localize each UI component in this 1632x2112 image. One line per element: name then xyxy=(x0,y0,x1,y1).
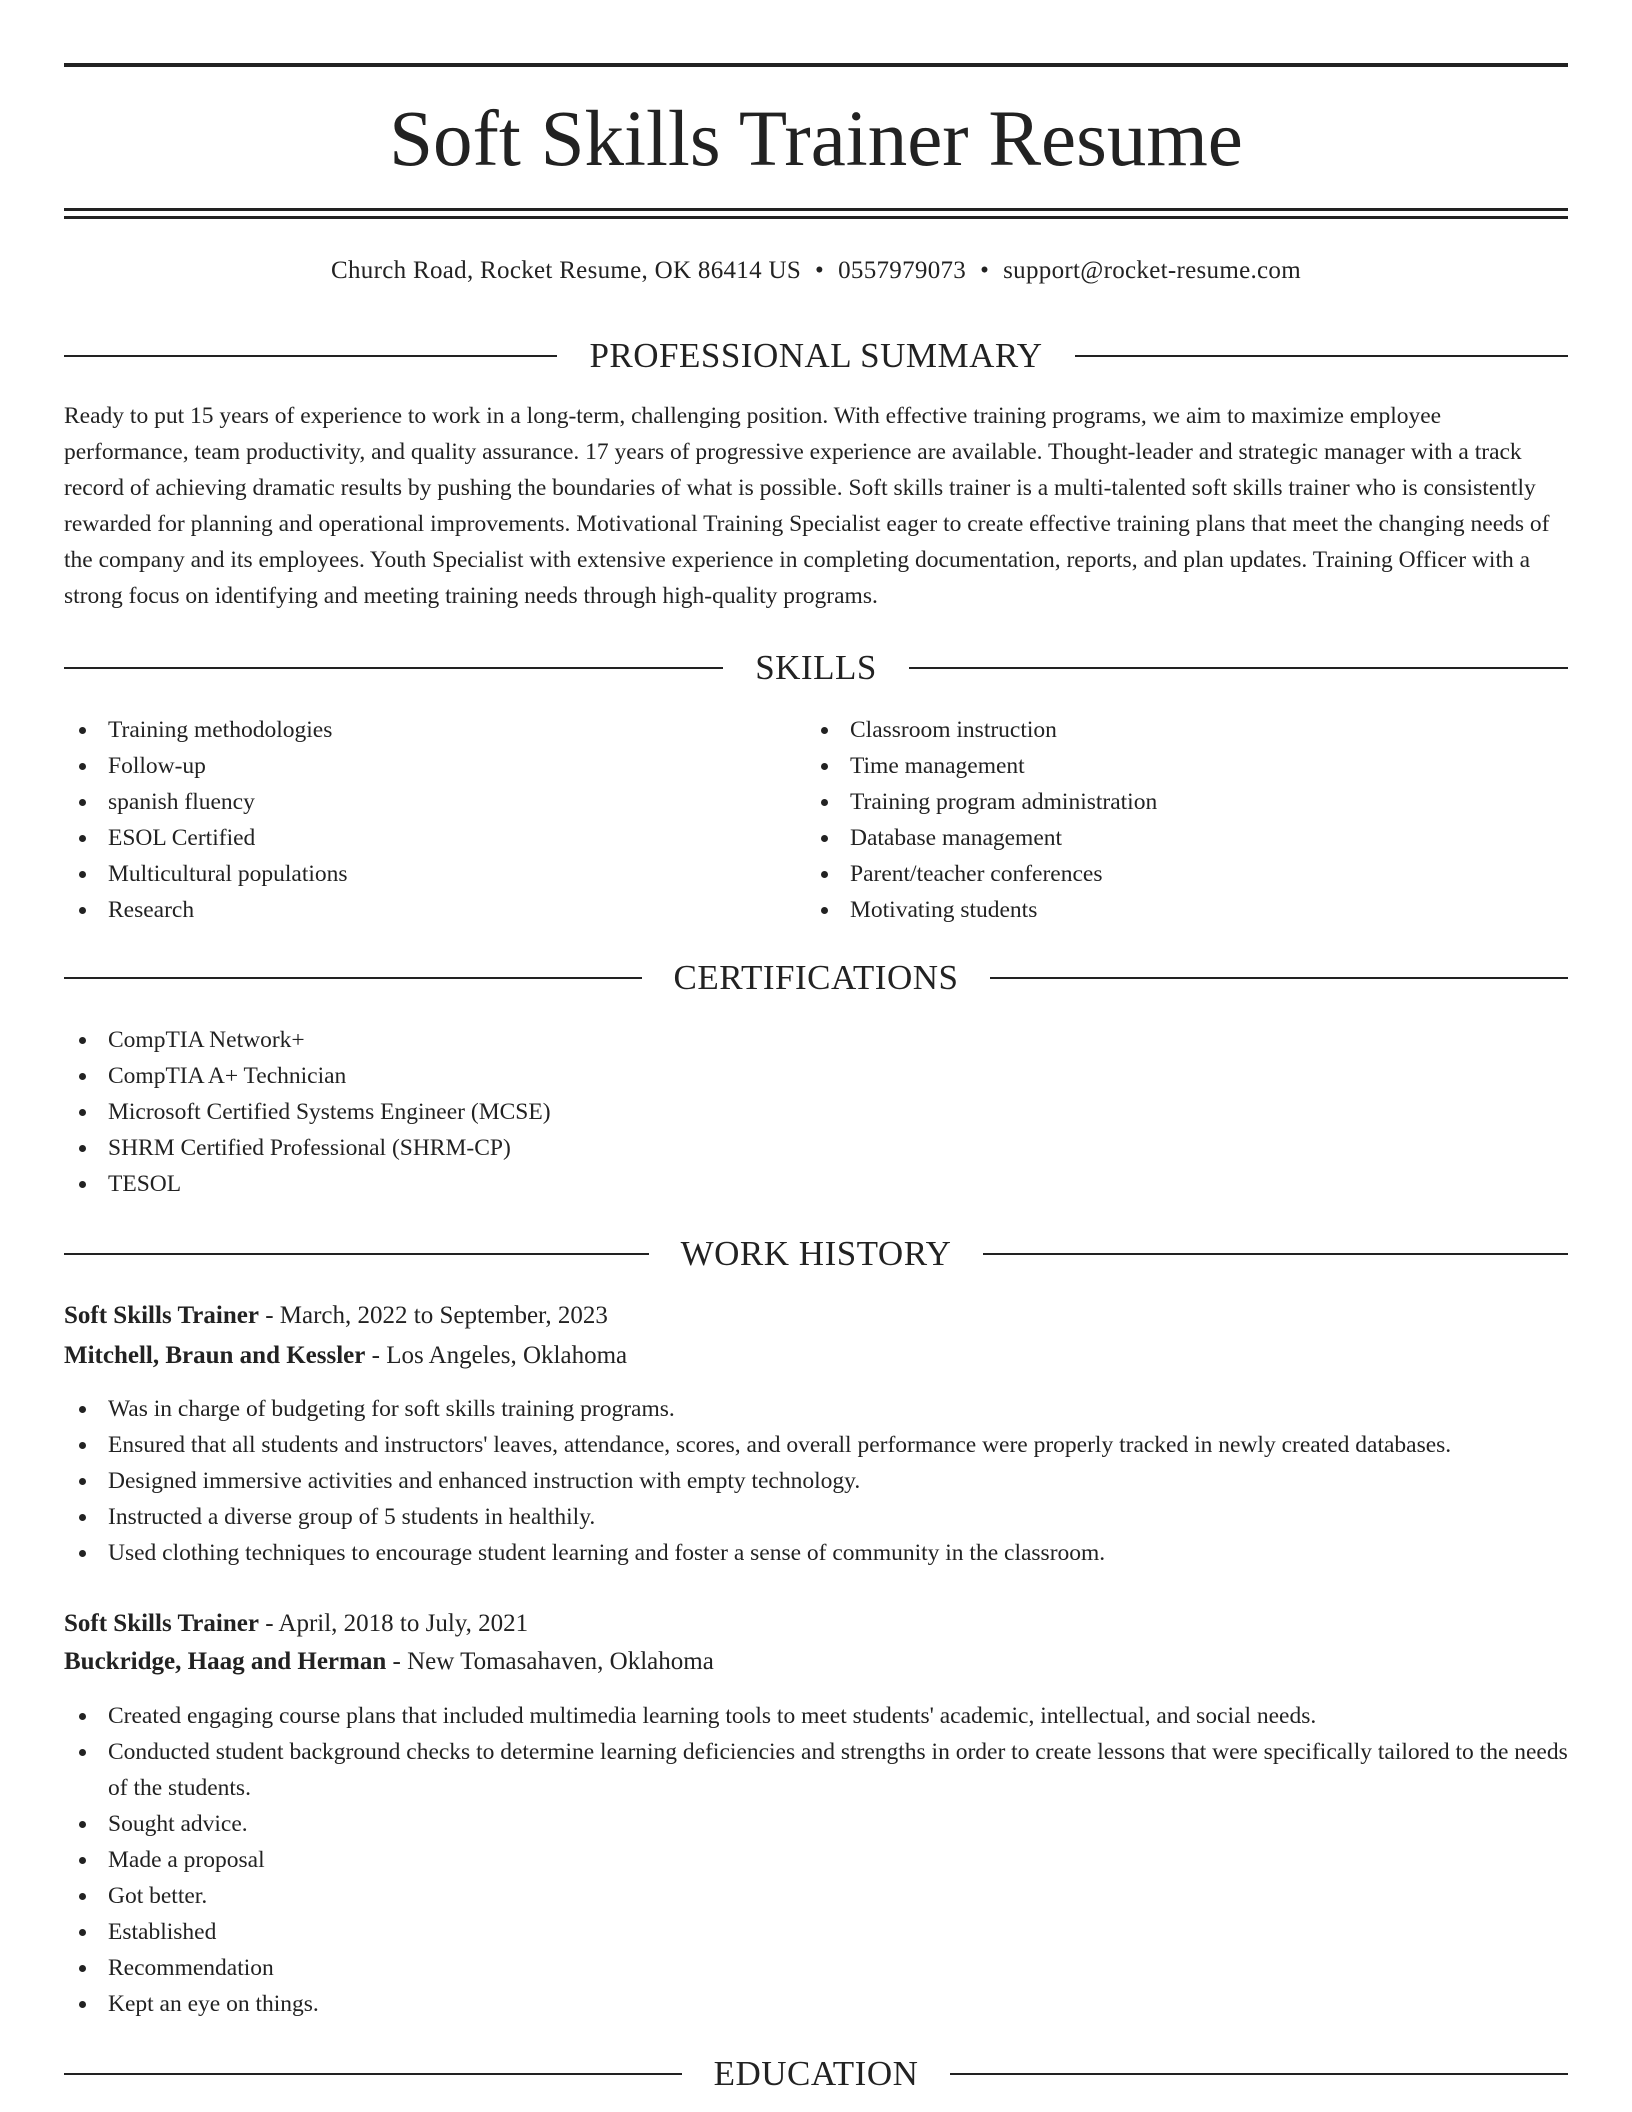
duty-item: Used clothing techniques to encourage student learning and foster a sense of community in the classroom. xyxy=(64,1535,1568,1571)
skill-item: Training program administration xyxy=(806,784,1506,820)
duty-item: Was in charge of budgeting for soft skills training programs. xyxy=(64,1391,1568,1427)
heading-rule xyxy=(990,977,1568,979)
duty-item: Recommendation xyxy=(64,1950,1568,1986)
job-title: Soft Skills Trainer xyxy=(64,1610,259,1637)
duty-item: Created engaging course plans that included multimedia learning tools to meet students' academic, intellectual, and social needs. xyxy=(64,1698,1568,1734)
job-title-line xyxy=(64,1606,1568,1642)
job-dates: - March, 2022 to September, 2023 xyxy=(258,1302,608,1329)
duty-item: Got better. xyxy=(64,1878,1568,1914)
skill-item: Database management xyxy=(806,820,1506,856)
job-duties-list xyxy=(64,1698,1568,2022)
section-heading-work-history xyxy=(64,1232,1568,1276)
duty-item: Conducted student background checks to determine learning deficiencies and strengths in order to create lessons that were specifically tailored to the needs of the students. xyxy=(64,1734,1568,1806)
job-company-line xyxy=(64,1644,1568,1680)
skill-item: ESOL Certified xyxy=(64,820,764,856)
section-title: SKILLS xyxy=(755,648,877,687)
certification-item: SHRM Certified Professional (SHRM-CP) xyxy=(64,1130,1568,1166)
duty-item: Sought advice. xyxy=(64,1806,1568,1842)
skill-item: Training methodologies xyxy=(64,712,764,748)
heading-rule xyxy=(983,1253,1568,1255)
heading-rule xyxy=(64,355,557,357)
certification-item: CompTIA Network+ xyxy=(64,1022,1568,1058)
job-dates: - April, 2018 to July, 2021 xyxy=(258,1610,529,1637)
job-title-line xyxy=(64,1298,1568,1334)
resume-title: Soft Skills Trainer Resume xyxy=(389,96,1243,183)
duty-item: Kept an eye on things. xyxy=(64,1986,1568,2022)
duty-item: Instructed a diverse group of 5 students in healthily. xyxy=(64,1499,1568,1535)
contact-line xyxy=(64,254,1568,288)
section-title: EDUCATION xyxy=(713,2054,919,2093)
job-company: Buckridge, Haag and Herman xyxy=(64,1648,387,1675)
contact-separator: • xyxy=(815,257,825,284)
heading-rule xyxy=(64,667,723,669)
section-title: WORK HISTORY xyxy=(680,1234,952,1273)
summary-text: Ready to put 15 years of experience to work in a long-term, challenging position. With effective training programs, we aim to maximize employee performance, team productivity, and quality assurance. 17 years of progressive experience are available. Thought-leader and strategic manager with a track record of achieving dramatic results by pushing the boundaries of what is possible. Soft skills trainer is a multi-talented soft skills trainer who is consistently rewarded for planning and operational improvements. Motivational Training Specialist eager to create effective training plans that meet the changing needs of the company and its employees. Youth Specialist with extensive experience in completing documentation, reports, and plan updates. Training Officer with a strong focus on identifying and meeting training needs through high-quality programs. xyxy=(64,403,1550,609)
contact-separator: • xyxy=(980,257,990,284)
heading-rule xyxy=(909,667,1568,669)
skills-list-right xyxy=(806,712,1506,928)
contact-phone: 0557979073 xyxy=(838,257,967,284)
heading-rule xyxy=(64,1253,649,1255)
section-title: PROFESSIONAL SUMMARY xyxy=(589,336,1043,375)
job-company: Mitchell, Braun and Kessler xyxy=(64,1342,366,1369)
skill-item: Multicultural populations xyxy=(64,856,764,892)
duty-item: Ensured that all students and instructors' leaves, attendance, scores, and overall performance were properly tracked in newly created databases. xyxy=(64,1427,1568,1463)
section-heading-education xyxy=(64,2052,1568,2096)
skill-item: Motivating students xyxy=(806,892,1506,928)
certification-item: Microsoft Certified Systems Engineer (MCSE) xyxy=(64,1094,1568,1130)
section-heading-certifications xyxy=(64,956,1568,1000)
heading-rule xyxy=(950,2073,1568,2075)
section-title: CERTIFICATIONS xyxy=(673,958,959,997)
skill-item: spanish fluency xyxy=(64,784,764,820)
skill-item: Classroom instruction xyxy=(806,712,1506,748)
heading-rule xyxy=(1075,355,1568,357)
job-title: Soft Skills Trainer xyxy=(64,1302,259,1329)
skills-list-left xyxy=(64,712,764,928)
section-heading-skills xyxy=(64,646,1568,690)
contact-email[interactable]: support@rocket-resume.com xyxy=(1003,257,1301,284)
certification-item: CompTIA A+ Technician xyxy=(64,1058,1568,1094)
skill-item: Follow-up xyxy=(64,748,764,784)
job-location: - Los Angeles, Oklahoma xyxy=(365,1342,628,1369)
skill-item: Parent/teacher conferences xyxy=(806,856,1506,892)
duty-item: Designed immersive activities and enhanced instruction with empty technology. xyxy=(64,1463,1568,1499)
certifications-list xyxy=(64,1022,1568,1202)
section-heading-summary xyxy=(64,334,1568,378)
duty-item: Established xyxy=(64,1914,1568,1950)
contact-address: Church Road, Rocket Resume, OK 86414 US xyxy=(331,257,802,284)
heading-rule xyxy=(64,977,642,979)
job-duties-list xyxy=(64,1391,1568,1571)
duty-item: Made a proposal xyxy=(64,1842,1568,1878)
job-location: - New Tomasahaven, Oklahoma xyxy=(386,1648,714,1675)
job-company-line xyxy=(64,1338,1568,1374)
header-top-rule xyxy=(64,63,1568,67)
header-double-rule xyxy=(64,208,1568,219)
certification-item: TESOL xyxy=(64,1166,1568,1202)
heading-rule xyxy=(64,2073,682,2075)
skill-item: Research xyxy=(64,892,764,928)
skill-item: Time management xyxy=(806,748,1506,784)
